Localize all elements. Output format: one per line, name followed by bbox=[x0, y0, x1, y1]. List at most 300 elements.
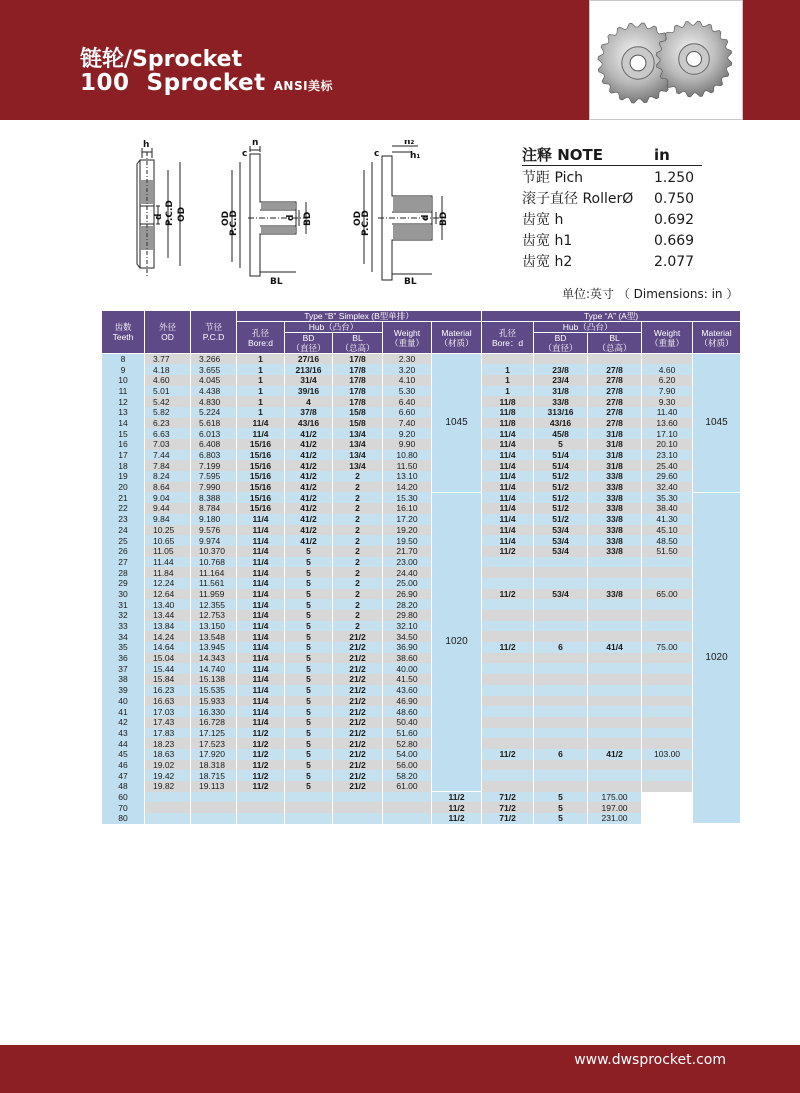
cell-bl-a bbox=[588, 770, 642, 781]
header-bd-a: BD （直径） bbox=[534, 333, 588, 354]
cell-bore-b: 11/4 bbox=[237, 546, 285, 557]
cell-weight-b: 7.40 bbox=[383, 418, 432, 429]
cell-bd-a: 53/4 bbox=[534, 525, 588, 536]
cell-weight-b: 19.50 bbox=[383, 535, 432, 546]
cell-weight-b: 52.80 bbox=[383, 738, 432, 749]
cell-bd-a bbox=[534, 706, 588, 717]
cell-weight-b: 13.10 bbox=[383, 471, 432, 482]
subtitle-text: 100 Sprocket bbox=[80, 70, 266, 96]
cell-bl-a: 33/8 bbox=[588, 546, 642, 557]
cell-od: 19.42 bbox=[145, 770, 191, 781]
cell-od: 16.63 bbox=[145, 696, 191, 707]
cell-bore-b: 11/4 bbox=[237, 599, 285, 610]
cell-bd-b: 5 bbox=[285, 685, 333, 696]
table-row bbox=[102, 396, 741, 407]
cell-bl-a bbox=[588, 631, 642, 642]
cell-bd-a: 43/16 bbox=[534, 418, 588, 429]
cell-bore-b: 15/16 bbox=[237, 503, 285, 514]
cell-bl-b: 2 bbox=[333, 621, 383, 632]
cell-bore-b: 11/4 bbox=[237, 428, 285, 439]
cell-bl-b: 13/4 bbox=[333, 460, 383, 471]
cell-weight-a bbox=[642, 706, 693, 717]
cell-weight-a: 25.40 bbox=[642, 460, 693, 471]
standard-label: ANSI美标 bbox=[273, 79, 334, 93]
cell-bl-b: 2 bbox=[333, 482, 383, 493]
cell-bore-b: 11/4 bbox=[237, 717, 285, 728]
cell-bore-b: 11/4 bbox=[237, 535, 285, 546]
cell-bd-b: 5 bbox=[285, 642, 333, 653]
table-row bbox=[102, 792, 741, 803]
cell-bl-b: 21/2 bbox=[333, 642, 383, 653]
cell-bore-a bbox=[482, 354, 534, 365]
cell-weight-b: 2.30 bbox=[383, 354, 432, 365]
cell-bl-a bbox=[588, 728, 642, 739]
cell-teeth: 16 bbox=[102, 439, 145, 450]
cell-od: 19.82 bbox=[145, 781, 191, 792]
cell-pcd: 13.548 bbox=[191, 631, 237, 642]
cell-bd-b: 5 bbox=[285, 728, 333, 739]
cell-pcd: 16.728 bbox=[191, 717, 237, 728]
cell-weight-a bbox=[642, 760, 693, 771]
cell-od: 12.24 bbox=[145, 578, 191, 589]
cell-weight-b: 17.20 bbox=[383, 514, 432, 525]
cell-bl-b: 21/2 bbox=[333, 685, 383, 696]
cell-pcd: 11.959 bbox=[191, 589, 237, 600]
cell-bd-b: 5 bbox=[285, 546, 333, 557]
cell-teeth: 15 bbox=[102, 428, 145, 439]
cell-bl-b: 21/2 bbox=[333, 631, 383, 642]
cell-bore-b: 11/2 bbox=[237, 760, 285, 771]
cell-bd-b: 4 bbox=[285, 396, 333, 407]
cell-weight-b: 36.90 bbox=[383, 642, 432, 653]
header-hub-b: Hub（凸台） bbox=[285, 322, 383, 333]
cell-bore-a: 11/2 bbox=[482, 546, 534, 557]
table-row bbox=[102, 439, 741, 450]
cell-pcd: 7.990 bbox=[191, 482, 237, 493]
cell-bl-b: 2 bbox=[333, 535, 383, 546]
header-bore-a: 孔径 Bore：d bbox=[482, 322, 534, 354]
drawing-label-od: OD bbox=[221, 210, 231, 226]
header-teeth: 齿数 Teeth bbox=[102, 311, 145, 354]
cell-pcd: 3.266 bbox=[191, 354, 237, 365]
table-row bbox=[102, 418, 741, 429]
cell-bl-b: 2 bbox=[333, 514, 383, 525]
cell-pcd: 8.388 bbox=[191, 492, 237, 503]
cell-bore-b: 11/4 bbox=[237, 557, 285, 568]
cell-bore-a: 11/4 bbox=[482, 460, 534, 471]
cell-bore-a bbox=[482, 728, 534, 739]
cell-bore-a: 11/2 bbox=[482, 589, 534, 600]
table-row bbox=[102, 813, 741, 824]
cell-bd-a bbox=[534, 610, 588, 621]
cell-teeth: 42 bbox=[102, 717, 145, 728]
cell-bd-b bbox=[285, 813, 333, 824]
cell-bore-a: 1 bbox=[482, 386, 534, 397]
cell-weight-a: 23.10 bbox=[642, 450, 693, 461]
material-a-cell: 1020 bbox=[693, 492, 741, 823]
cell-weight-b: 11.50 bbox=[383, 460, 432, 471]
cell-bd-b: 43/16 bbox=[285, 418, 333, 429]
cell-bore-b: 11/2 bbox=[237, 770, 285, 781]
cell-bd-a: 51/4 bbox=[534, 460, 588, 471]
spec-table-body bbox=[102, 354, 741, 824]
cell-bd-a bbox=[534, 696, 588, 707]
cell-od: 5.82 bbox=[145, 407, 191, 418]
cell-teeth: 41 bbox=[102, 706, 145, 717]
cell-teeth: 23 bbox=[102, 514, 145, 525]
cell-teeth: 80 bbox=[102, 813, 145, 824]
note-unit: in bbox=[654, 146, 670, 164]
cell-bl-b: 17/8 bbox=[333, 354, 383, 365]
cell-weight-b: 9.20 bbox=[383, 428, 432, 439]
cell-pcd: 9.180 bbox=[191, 514, 237, 525]
cell-bd-a: 6 bbox=[534, 642, 588, 653]
table-row bbox=[102, 728, 741, 739]
cell-bd-b: 41/2 bbox=[285, 450, 333, 461]
drawing-label-h1: h₁ bbox=[410, 151, 421, 161]
cell-bore-a bbox=[482, 717, 534, 728]
cell-od: 4.60 bbox=[145, 375, 191, 386]
header-weight-b: Weight （重量） bbox=[383, 322, 432, 354]
cell-bd-b: 5 bbox=[285, 589, 333, 600]
cell-teeth: 11 bbox=[102, 386, 145, 397]
cell-bore-a bbox=[482, 706, 534, 717]
cell-weight-a: 103.00 bbox=[642, 749, 693, 760]
cell-od bbox=[145, 792, 191, 803]
cell-bore-b: 11/2 bbox=[237, 749, 285, 760]
table-row bbox=[102, 599, 741, 610]
cell-bl-b: 2 bbox=[333, 599, 383, 610]
cell-bl-a: 31/8 bbox=[588, 439, 642, 450]
cell-bd-a: 31/8 bbox=[534, 386, 588, 397]
spec-table bbox=[101, 310, 741, 824]
cell-bl-b: 21/2 bbox=[333, 781, 383, 792]
cell-bd-a bbox=[534, 738, 588, 749]
cell-pcd: 6.803 bbox=[191, 450, 237, 461]
drawing-label-od: OD bbox=[177, 206, 187, 222]
cell-bd-b: 5 bbox=[285, 621, 333, 632]
cell-bd-b: 5 bbox=[285, 781, 333, 792]
note-panel bbox=[522, 146, 702, 273]
note-value: 0.669 bbox=[654, 233, 695, 249]
cell-bore-b: 15/16 bbox=[237, 460, 285, 471]
cell-bd-b: 41/2 bbox=[285, 492, 333, 503]
cell-bore-a bbox=[482, 738, 534, 749]
table-row bbox=[102, 492, 741, 503]
cell-bore-a: 11/4 bbox=[482, 439, 534, 450]
note-label: 滚子直径 RollerØ bbox=[522, 191, 634, 207]
cell-bore-a bbox=[482, 760, 534, 771]
cell-bd-b: 41/2 bbox=[285, 535, 333, 546]
note-value: 0.692 bbox=[654, 212, 695, 228]
cell-weight-b: 21.70 bbox=[383, 546, 432, 557]
header-type-b: Type “B” Simplex (B型单排） bbox=[237, 311, 482, 322]
cell-bl-b: 21/2 bbox=[333, 696, 383, 707]
cell-bl-b: 21/2 bbox=[333, 706, 383, 717]
drawing-label-d: d bbox=[154, 213, 164, 220]
cell-weight-b: 46.90 bbox=[383, 696, 432, 707]
cell-weight-b: 6.40 bbox=[383, 396, 432, 407]
cell-od: 15.44 bbox=[145, 663, 191, 674]
cell-bd-a: 53/4 bbox=[534, 535, 588, 546]
material-b-cell: 1045 bbox=[432, 354, 482, 493]
cell-bl-b: 21/2 bbox=[333, 717, 383, 728]
cell-bd-b: 5 bbox=[285, 578, 333, 589]
cell-od: 5.01 bbox=[145, 386, 191, 397]
cell-od: 16.23 bbox=[145, 685, 191, 696]
cell-weight-a bbox=[642, 631, 693, 642]
cell-bd-b: 5 bbox=[285, 567, 333, 578]
cell-bl-b: 2 bbox=[333, 578, 383, 589]
cell-weight-a: 65.00 bbox=[642, 589, 693, 600]
cell-bl-b bbox=[333, 802, 383, 813]
cell-bore-b bbox=[237, 813, 285, 824]
table-row bbox=[102, 428, 741, 439]
cell-bl-a bbox=[588, 738, 642, 749]
cell-bore-a: 11/4 bbox=[482, 503, 534, 514]
drawing-label-bl: BL bbox=[270, 277, 283, 285]
cell-bl-b: 2 bbox=[333, 557, 383, 568]
cell-bl-a bbox=[588, 621, 642, 632]
cell-bore-b: 1 bbox=[237, 364, 285, 375]
cell-bore-a bbox=[482, 696, 534, 707]
note-row bbox=[522, 252, 702, 273]
cell-weight-b: 26.90 bbox=[383, 589, 432, 600]
cell-pcd: 4.045 bbox=[191, 375, 237, 386]
cell-pcd: 9.576 bbox=[191, 525, 237, 536]
drawings-svg bbox=[128, 140, 468, 285]
cell-bd-b: 5 bbox=[285, 770, 333, 781]
cell-bore-b: 1 bbox=[237, 375, 285, 386]
cell-bl-b: 21/2 bbox=[333, 728, 383, 739]
table-row bbox=[102, 535, 741, 546]
cell-pcd: 13.945 bbox=[191, 642, 237, 653]
table-row bbox=[102, 567, 741, 578]
note-value: 1.250 bbox=[654, 170, 695, 186]
cell-bore-a: 11/2 bbox=[432, 792, 482, 803]
table-row bbox=[102, 674, 741, 685]
cell-weight-a bbox=[642, 717, 693, 728]
cell-bl-a: 33/8 bbox=[588, 535, 642, 546]
cell-bore-a: 1 bbox=[482, 375, 534, 386]
table-row bbox=[102, 781, 741, 792]
cell-bore-a bbox=[482, 653, 534, 664]
note-row bbox=[522, 231, 702, 252]
cell-weight-b: 24.40 bbox=[383, 567, 432, 578]
cell-od: 14.24 bbox=[145, 631, 191, 642]
cell-weight-b: 54.00 bbox=[383, 749, 432, 760]
drawing-label-c: c bbox=[242, 149, 248, 159]
note-header bbox=[522, 146, 702, 166]
cell-bore-a bbox=[482, 770, 534, 781]
cell-teeth: 32 bbox=[102, 610, 145, 621]
cell-bore-a bbox=[482, 674, 534, 685]
header-material-a: Material （材质） bbox=[693, 322, 741, 354]
header-od: 外径 OD bbox=[145, 311, 191, 354]
cell-bd-a: 71/2 bbox=[482, 802, 534, 813]
cell-bore-a: 11/2 bbox=[432, 813, 482, 824]
cell-teeth: 18 bbox=[102, 460, 145, 471]
cell-weight-b: 6.60 bbox=[383, 407, 432, 418]
cell-teeth: 30 bbox=[102, 589, 145, 600]
cell-teeth: 31 bbox=[102, 599, 145, 610]
cell-bd-b: 5 bbox=[285, 696, 333, 707]
header-weight-a: Weight （重量） bbox=[642, 322, 693, 354]
cell-pcd: 9.974 bbox=[191, 535, 237, 546]
cell-pcd: 7.595 bbox=[191, 471, 237, 482]
cell-pcd: 6.013 bbox=[191, 428, 237, 439]
cell-weight-a: 51.50 bbox=[642, 546, 693, 557]
cell-bd-b bbox=[285, 792, 333, 803]
cell-bl-a: 33/8 bbox=[588, 514, 642, 525]
cell-teeth: 47 bbox=[102, 770, 145, 781]
cell-weight-a: 11.40 bbox=[642, 407, 693, 418]
cell-teeth: 44 bbox=[102, 738, 145, 749]
table-row bbox=[102, 696, 741, 707]
cell-bd-b: 41/2 bbox=[285, 428, 333, 439]
table-row bbox=[102, 738, 741, 749]
cell-teeth: 12 bbox=[102, 396, 145, 407]
cell-bd-a bbox=[534, 557, 588, 568]
drawing-label-pcd: P.C.D bbox=[165, 200, 175, 226]
cell-weight-b: 9.90 bbox=[383, 439, 432, 450]
cell-bd-b: 5 bbox=[285, 749, 333, 760]
cell-bore-a bbox=[482, 599, 534, 610]
cell-bd-a bbox=[534, 653, 588, 664]
cell-bl-b: 21/2 bbox=[333, 760, 383, 771]
cell-od: 17.83 bbox=[145, 728, 191, 739]
cell-weight-a bbox=[642, 557, 693, 568]
cell-pcd: 5.224 bbox=[191, 407, 237, 418]
table-row bbox=[102, 503, 741, 514]
cell-weight-a: 29.60 bbox=[642, 471, 693, 482]
cell-pcd: 17.125 bbox=[191, 728, 237, 739]
cell-weight-a: 17.10 bbox=[642, 428, 693, 439]
cell-pcd: 14.343 bbox=[191, 653, 237, 664]
cell-weight-a bbox=[642, 770, 693, 781]
cell-bore-b: 11/4 bbox=[237, 631, 285, 642]
drawing-label-bl: BL bbox=[404, 277, 417, 285]
cell-bd-b: 41/2 bbox=[285, 482, 333, 493]
cell-teeth: 46 bbox=[102, 760, 145, 771]
cell-weight-a bbox=[642, 599, 693, 610]
cell-weight-b: 41.50 bbox=[383, 674, 432, 685]
table-row bbox=[102, 770, 741, 781]
table-row bbox=[102, 621, 741, 632]
cell-od: 8.24 bbox=[145, 471, 191, 482]
cell-weight-a: 38.40 bbox=[642, 503, 693, 514]
cell-od: 17.03 bbox=[145, 706, 191, 717]
cell-od: 17.43 bbox=[145, 717, 191, 728]
sprocket-bore bbox=[687, 52, 702, 67]
cell-bd-b: 31/4 bbox=[285, 375, 333, 386]
cell-teeth: 40 bbox=[102, 696, 145, 707]
table-row bbox=[102, 471, 741, 482]
note-label: 齿宽 h bbox=[522, 212, 564, 228]
cell-weight-a: 6.20 bbox=[642, 375, 693, 386]
cell-bl-b: 13/4 bbox=[333, 450, 383, 461]
table-row bbox=[102, 663, 741, 674]
cell-weight-a: 20.10 bbox=[642, 439, 693, 450]
cell-bore-b: 11/4 bbox=[237, 589, 285, 600]
cell-weight-b: 56.00 bbox=[383, 760, 432, 771]
cell-bd-a: 5 bbox=[534, 439, 588, 450]
cell-bd-a bbox=[534, 685, 588, 696]
drawing-label-h2: h₂ bbox=[404, 140, 415, 147]
cell-bd-b: 5 bbox=[285, 631, 333, 642]
cell-bd-b: 5 bbox=[285, 717, 333, 728]
cell-bd-a bbox=[534, 621, 588, 632]
cell-weight-a: 48.50 bbox=[642, 535, 693, 546]
note-row bbox=[522, 210, 702, 231]
cell-bd-a: 51/2 bbox=[534, 503, 588, 514]
table-row bbox=[102, 482, 741, 493]
cell-weight-b: 5.30 bbox=[383, 386, 432, 397]
table-row bbox=[102, 407, 741, 418]
cell-pcd: 4.438 bbox=[191, 386, 237, 397]
cell-teeth: 35 bbox=[102, 642, 145, 653]
table-row bbox=[102, 450, 741, 461]
cell-bd-a bbox=[534, 578, 588, 589]
cell-bore-a: 11/8 bbox=[482, 396, 534, 407]
table-row bbox=[102, 546, 741, 557]
cell-bd-a bbox=[534, 781, 588, 792]
cell-pcd: 15.138 bbox=[191, 674, 237, 685]
cell-weight-b: 23.00 bbox=[383, 557, 432, 568]
material-a-cell: 1045 bbox=[693, 354, 741, 493]
cell-bl-a: 27/8 bbox=[588, 375, 642, 386]
cell-bl-a: 31/8 bbox=[588, 450, 642, 461]
cell-bd-a: 33/8 bbox=[534, 396, 588, 407]
cell-bl-b bbox=[333, 792, 383, 803]
cell-weight-a bbox=[642, 781, 693, 792]
cell-bd-a: 51/2 bbox=[534, 514, 588, 525]
cell-bl-b: 17/8 bbox=[333, 364, 383, 375]
cell-weight-b bbox=[383, 792, 432, 803]
cell-od: 9.04 bbox=[145, 492, 191, 503]
header-hub-a: Hub（凸台） bbox=[534, 322, 642, 333]
cell-bl-b: 21/2 bbox=[333, 653, 383, 664]
cell-bl-b bbox=[333, 813, 383, 824]
cell-bl-b: 21/2 bbox=[333, 663, 383, 674]
cell-bd-a: 71/2 bbox=[482, 792, 534, 803]
cell-pcd: 6.408 bbox=[191, 439, 237, 450]
cell-od: 7.03 bbox=[145, 439, 191, 450]
note-row bbox=[522, 168, 702, 189]
cell-bore-a bbox=[482, 567, 534, 578]
cell-bd-b: 5 bbox=[285, 674, 333, 685]
cell-bd-a bbox=[534, 354, 588, 365]
cell-pcd bbox=[191, 792, 237, 803]
cell-bore-a: 11/4 bbox=[482, 450, 534, 461]
cell-bd-a: 53/4 bbox=[534, 546, 588, 557]
cell-bd-b: 41/2 bbox=[285, 439, 333, 450]
cell-bore-b: 11/4 bbox=[237, 621, 285, 632]
cell-bd-a bbox=[534, 770, 588, 781]
cell-weight-a: 7.90 bbox=[642, 386, 693, 397]
cell-weight-a bbox=[642, 685, 693, 696]
cell-weight-b: 15.30 bbox=[383, 492, 432, 503]
cell-bore-a bbox=[482, 610, 534, 621]
cell-teeth: 24 bbox=[102, 525, 145, 536]
website-link[interactable]: www.dwsprocket.com bbox=[574, 1052, 726, 1068]
cell-pcd: 7.199 bbox=[191, 460, 237, 471]
cell-bl-a bbox=[588, 653, 642, 664]
cell-bl-b: 17/8 bbox=[333, 375, 383, 386]
cell-teeth: 8 bbox=[102, 354, 145, 365]
table-row bbox=[102, 525, 741, 536]
cell-bd-a: 45/8 bbox=[534, 428, 588, 439]
